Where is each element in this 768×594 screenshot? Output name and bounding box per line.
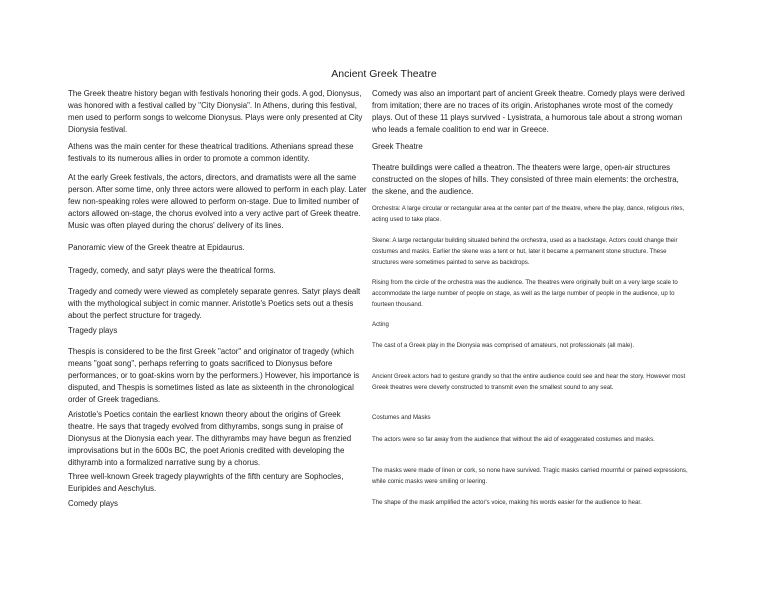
- paragraph: The cast of a Greek play in the Dionysia was comprised of amateurs, not professionals (all male).: [372, 342, 635, 349]
- paragraph: Skene: A large rectangular building situated behind the orchestra, used as a backstage. Actors could change their costumes and masks. Earlier the skene was a tent or hut, later it became a permanent stone structure. These structures were sometimes painted to serve as backdrops.: [372, 237, 678, 266]
- section-heading: Acting: [372, 321, 389, 328]
- paragraph: The shape of the mask amplified the actor's voice, making his words easier for the audience to hear.: [372, 499, 642, 506]
- paragraph: Comedy was also an important part of ancient Greek theatre. Comedy plays were derived from imitation; there are no traces of its origin. Aristophanes wrote most of the comedy plays. Out of these 11 plays survived - Lysistrata, a humorous tale about a strong woman who leads a female coalition to end war in Greece.: [372, 89, 685, 134]
- paragraph: The Greek theatre history began with festivals honoring their gods. A god, Dionysus, was honored with a festival called by "City Dionysia". In Athens, during this festival, men used to perform songs to welcome Dionysus. Plays were only presented at City Dionysia festival.: [68, 89, 363, 134]
- paragraph: Athens was the main center for these theatrical traditions. Athenians spread these festivals to its numerous allies in order to promote a common identity.: [68, 142, 354, 163]
- section-heading: Greek Theatre: [372, 142, 423, 151]
- document-title: Ancient Greek Theatre: [331, 68, 437, 80]
- paragraph: Ancient Greek actors had to gesture grandly so that the entire audience could see and hear the story. However most Greek theatres were cleverly constructed to transmit even the smallest sound to any seat.: [372, 373, 686, 391]
- paragraph: Orchestra: A large circular or rectangular area at the center part of the theatre, where the play, dance, religious rites, acting used to take place.: [372, 205, 685, 223]
- paragraph: Rising from the circle of the orchestra was the audience. The theatres were originally built on a very large scale to accommodate the large number of people on stage, as well as the large number of people in the audience, up to fourteen thousand.: [372, 279, 678, 308]
- section-heading: Tragedy plays: [68, 326, 118, 335]
- paragraph: The actors were so far away from the audience that without the aid of exaggerated costumes and masks.: [372, 436, 655, 443]
- paragraph: The masks were made of linen or cork, so none have survived. Tragic masks carried mournful or pained expressions, while comic masks were smiling or leering.: [372, 467, 688, 485]
- paragraph: Theatre buildings were called a theatron. The theaters were large, open-air structures constructed on the slopes of hills. They consisted of three main elements: the orchestra, the skene, and the audience.: [372, 163, 679, 196]
- paragraph: Aristotle's Poetics contain the earliest known theory about the origins of Greek theatre. He says that tragedy evolved from dithyrambs, songs sung in praise of Dionysus at the Dionysia each year. The dithyrambs may have begun as frenzied improvisations but in the 600s BC, the poet Arionis credited with developing the dithyramb into a formalized narrative sung by a chorus.: [68, 410, 352, 467]
- paragraph: At the early Greek festivals, the actors, directors, and dramatists were all the same person. After some time, only three actors were allowed to perform in each play. Later few non-speaking roles were allowed to perform on-stage. Due to limited number of actors allowed on-stage, the chorus evolved into a very active part of Greek theatre. Music was often played during the chorus' delivery of its lines.: [68, 173, 367, 230]
- paragraph: Thespis is considered to be the first Greek "actor" and originator of tragedy (which means "goat song", perhaps referring to goats sacrificed to Dionysus before performances, or to goat-skins worn by the performers.) However, his importance is disputed, and Thespis is sometimes listed as late as sixteenth in the chronological order of Greek tragedians.: [68, 347, 360, 404]
- paragraph: Tragedy, comedy, and satyr plays were the theatrical forms.: [68, 266, 276, 275]
- section-heading: Costumes and Masks: [372, 414, 431, 421]
- paragraph: Three well-known Greek tragedy playwrights of the fifth century are Sophocles, Euripides and Aeschylus.: [68, 472, 344, 493]
- image-caption: Panoramic view of the Greek theatre at Epidaurus.: [68, 243, 245, 252]
- paragraph: Tragedy and comedy were viewed as completely separate genres. Satyr plays dealt with the mythological subject in comic manner. Aristotle's Poetics sets out a thesis about the perfect structure for tragedy.: [68, 287, 361, 320]
- section-heading: Comedy plays: [68, 499, 118, 508]
